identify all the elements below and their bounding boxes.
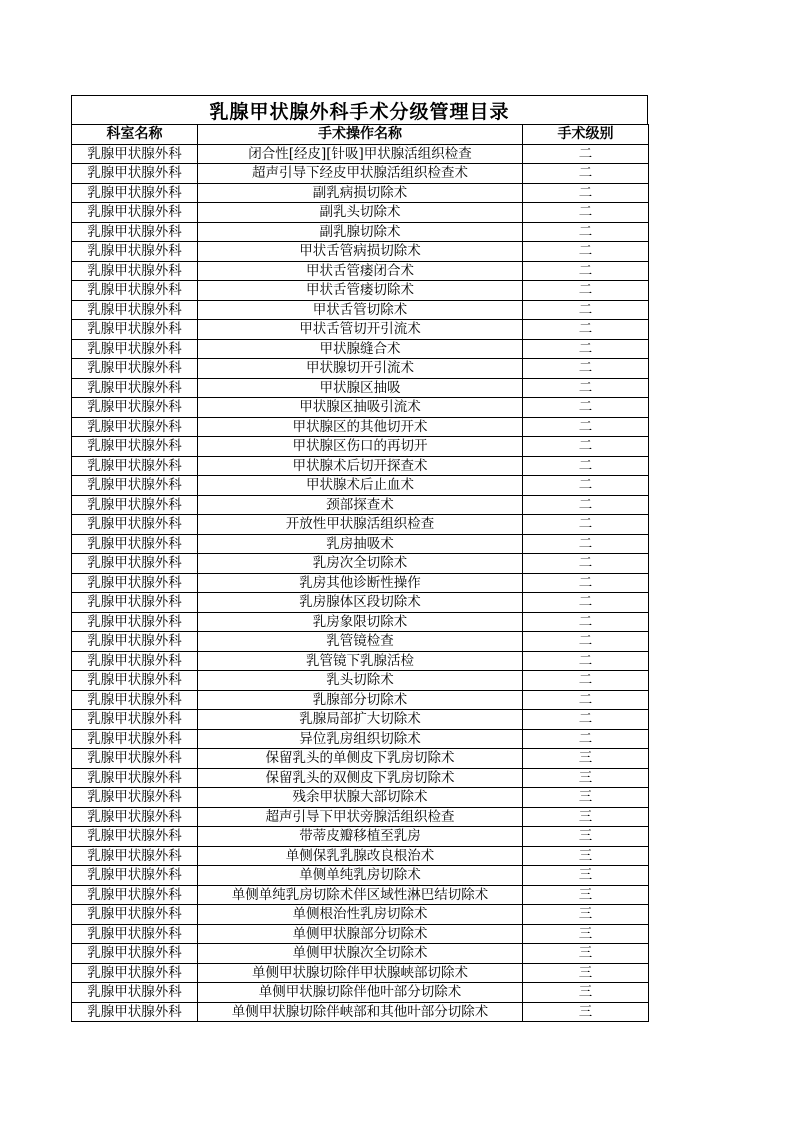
cell-dept[interactable]: 乳腺甲状腺外科	[72, 300, 198, 320]
table-row	[72, 944, 649, 964]
cell-level[interactable]: 三	[523, 963, 649, 983]
table-row	[72, 827, 649, 847]
cell-dept[interactable]: 乳腺甲状腺外科	[72, 866, 198, 886]
cell-level[interactable]: 二	[523, 456, 649, 476]
cell-name[interactable]: 单侧根治性乳房切除术	[198, 905, 523, 925]
cell-name[interactable]: 甲状腺区抽吸引流术	[198, 398, 523, 418]
cell-dept[interactable]: 乳腺甲状腺外科	[72, 261, 198, 281]
cell-level[interactable]: 二	[523, 651, 649, 671]
cell-name[interactable]: 颈部探查术	[198, 495, 523, 515]
cell-name[interactable]: 单侧甲状腺切除伴峡部和其他叶部分切除术	[198, 1002, 523, 1022]
cell-level[interactable]: 三	[523, 846, 649, 866]
cell-dept[interactable]: 乳腺甲状腺外科	[72, 534, 198, 554]
cell-dept[interactable]: 乳腺甲状腺外科	[72, 164, 198, 184]
cell-dept[interactable]: 乳腺甲状腺外科	[72, 573, 198, 593]
cell-level[interactable]: 二	[523, 281, 649, 301]
table-row	[72, 339, 649, 359]
cell-name[interactable]: 甲状腺区抽吸	[198, 378, 523, 398]
table-row	[72, 729, 649, 749]
cell-dept[interactable]: 乳腺甲状腺外科	[72, 320, 198, 340]
cell-dept[interactable]: 乳腺甲状腺外科	[72, 417, 198, 437]
header-row	[72, 125, 649, 145]
cell-name[interactable]: 带蒂皮瓣移植至乳房	[198, 827, 523, 847]
cell-name[interactable]: 单侧保乳乳腺改良根治术	[198, 846, 523, 866]
cell-level[interactable]: 二	[523, 222, 649, 242]
cell-name[interactable]: 副乳头切除术	[198, 203, 523, 223]
table-row	[72, 320, 649, 340]
table-row	[72, 417, 649, 437]
cell-name[interactable]: 甲状舌管瘘闭合术	[198, 261, 523, 281]
cell-level[interactable]: 二	[523, 554, 649, 574]
cell-dept[interactable]: 乳腺甲状腺外科	[72, 632, 198, 652]
cell-level[interactable]: 二	[523, 359, 649, 379]
cell-level[interactable]: 二	[523, 593, 649, 613]
cell-level[interactable]: 三	[523, 924, 649, 944]
cell-dept[interactable]: 乳腺甲状腺外科	[72, 651, 198, 671]
cell-level[interactable]: 二	[523, 203, 649, 223]
table-row	[72, 456, 649, 476]
cell-name[interactable]: 单侧单纯乳房切除术伴区域性淋巴结切除术	[198, 885, 523, 905]
cell-dept[interactable]: 乳腺甲状腺外科	[72, 456, 198, 476]
cell-level[interactable]: 二	[523, 261, 649, 281]
table-row	[72, 261, 649, 281]
table-row	[72, 807, 649, 827]
cell-level[interactable]: 二	[523, 300, 649, 320]
cell-dept[interactable]: 乳腺甲状腺外科	[72, 593, 198, 613]
cell-level[interactable]: 二	[523, 534, 649, 554]
cell-name[interactable]: 单侧甲状腺切除伴他叶部分切除术	[198, 983, 523, 1003]
cell-level[interactable]: 二	[523, 573, 649, 593]
cell-level[interactable]: 二	[523, 690, 649, 710]
cell-name[interactable]: 闭合性[经皮][针吸]甲状腺活组织检查	[198, 144, 523, 164]
cell-dept[interactable]: 乳腺甲状腺外科	[72, 183, 198, 203]
cell-level[interactable]: 二	[523, 339, 649, 359]
header-dept[interactable]: 科室名称	[72, 125, 198, 145]
table-row	[72, 359, 649, 379]
cell-dept[interactable]: 乳腺甲状腺外科	[72, 983, 198, 1003]
table-row	[72, 612, 649, 632]
cell-name[interactable]: 甲状腺术后止血术	[198, 476, 523, 496]
cell-dept[interactable]: 乳腺甲状腺外科	[72, 144, 198, 164]
cell-level[interactable]: 二	[523, 612, 649, 632]
cell-name[interactable]: 超声引导下经皮甲状腺活组织检查术	[198, 164, 523, 184]
table-row	[72, 164, 649, 184]
cell-level[interactable]: 三	[523, 749, 649, 769]
cell-name[interactable]: 乳腺部分切除术	[198, 690, 523, 710]
cell-level[interactable]: 三	[523, 944, 649, 964]
cell-level[interactable]: 三	[523, 827, 649, 847]
table-row	[72, 788, 649, 808]
cell-level[interactable]: 三	[523, 885, 649, 905]
cell-dept[interactable]: 乳腺甲状腺外科	[72, 807, 198, 827]
cell-name[interactable]: 乳房次全切除术	[198, 554, 523, 574]
table-row	[72, 398, 649, 418]
cell-dept[interactable]: 乳腺甲状腺外科	[72, 963, 198, 983]
table-row	[72, 924, 649, 944]
cell-level[interactable]: 三	[523, 1002, 649, 1022]
cell-name[interactable]: 乳房抽吸术	[198, 534, 523, 554]
cell-level[interactable]: 二	[523, 417, 649, 437]
cell-level[interactable]: 二	[523, 242, 649, 262]
cell-name[interactable]: 乳房其他诊断性操作	[198, 573, 523, 593]
cell-dept[interactable]: 乳腺甲状腺外科	[72, 437, 198, 457]
table-row	[72, 495, 649, 515]
cell-dept[interactable]: 乳腺甲状腺外科	[72, 222, 198, 242]
table-row	[72, 983, 649, 1003]
cell-name[interactable]: 甲状舌管病损切除术	[198, 242, 523, 262]
table-row	[72, 437, 649, 457]
cell-dept[interactable]: 乳腺甲状腺外科	[72, 905, 198, 925]
table-row	[72, 671, 649, 691]
cell-level[interactable]: 二	[523, 710, 649, 730]
table-row	[72, 885, 649, 905]
cell-dept[interactable]: 乳腺甲状腺外科	[72, 671, 198, 691]
table-row	[72, 690, 649, 710]
table-row	[72, 866, 649, 886]
cell-dept[interactable]: 乳腺甲状腺外科	[72, 242, 198, 262]
cell-dept[interactable]: 乳腺甲状腺外科	[72, 359, 198, 379]
table-row	[72, 300, 649, 320]
table-row	[72, 749, 649, 769]
cell-level[interactable]: 二	[523, 144, 649, 164]
cell-level[interactable]: 三	[523, 788, 649, 808]
cell-level[interactable]: 二	[523, 495, 649, 515]
cell-dept[interactable]: 乳腺甲状腺外科	[72, 788, 198, 808]
cell-name[interactable]: 乳管镜检查	[198, 632, 523, 652]
cell-level[interactable]: 二	[523, 437, 649, 457]
table-row	[72, 515, 649, 535]
cell-dept[interactable]: 乳腺甲状腺外科	[72, 203, 198, 223]
cell-name[interactable]: 甲状舌管切开引流术	[198, 320, 523, 340]
cell-name[interactable]: 单侧单纯乳房切除术	[198, 866, 523, 886]
table-row	[72, 222, 649, 242]
cell-level[interactable]: 三	[523, 807, 649, 827]
table-row	[72, 183, 649, 203]
cell-dept[interactable]: 乳腺甲状腺外科	[72, 846, 198, 866]
cell-dept[interactable]: 乳腺甲状腺外科	[72, 690, 198, 710]
cell-name[interactable]: 甲状腺区伤口的再切开	[198, 437, 523, 457]
cell-level[interactable]: 二	[523, 378, 649, 398]
cell-level[interactable]: 二	[523, 320, 649, 340]
cell-dept[interactable]: 乳腺甲状腺外科	[72, 398, 198, 418]
cell-dept[interactable]: 乳腺甲状腺外科	[72, 554, 198, 574]
cell-name[interactable]: 甲状腺术后切开探查术	[198, 456, 523, 476]
spreadsheet-sheet	[71, 95, 648, 1022]
cell-level[interactable]: 二	[523, 164, 649, 184]
cell-dept[interactable]: 乳腺甲状腺外科	[72, 729, 198, 749]
page-title: 乳腺甲状腺外科手术分级管理目录	[209, 100, 510, 123]
cell-name[interactable]: 甲状舌管切除术	[198, 300, 523, 320]
table-row	[72, 534, 649, 554]
cell-dept[interactable]: 乳腺甲状腺外科	[72, 944, 198, 964]
cell-level[interactable]: 三	[523, 983, 649, 1003]
cell-level[interactable]: 二	[523, 398, 649, 418]
cell-level[interactable]: 三	[523, 768, 649, 788]
table-row	[72, 905, 649, 925]
header-name[interactable]: 手术操作名称	[198, 125, 523, 145]
table-row	[72, 281, 649, 301]
cell-name[interactable]: 单侧甲状腺切除伴甲状腺峡部切除术	[198, 963, 523, 983]
cell-dept[interactable]: 乳腺甲状腺外科	[72, 924, 198, 944]
cell-dept[interactable]: 乳腺甲状腺外科	[72, 281, 198, 301]
cell-dept[interactable]: 乳腺甲状腺外科	[72, 749, 198, 769]
cell-level[interactable]: 二	[523, 183, 649, 203]
cell-dept[interactable]: 乳腺甲状腺外科	[72, 768, 198, 788]
cell-name[interactable]: 甲状舌管瘘切除术	[198, 281, 523, 301]
cell-level[interactable]: 二	[523, 632, 649, 652]
table-row	[72, 378, 649, 398]
cell-name[interactable]: 甲状腺区的其他切开术	[198, 417, 523, 437]
cell-name[interactable]: 保留乳头的单侧皮下乳房切除术	[198, 749, 523, 769]
cell-level[interactable]: 二	[523, 729, 649, 749]
cell-name[interactable]: 超声引导下甲状旁腺活组织检查	[198, 807, 523, 827]
table-row	[72, 710, 649, 730]
cell-name[interactable]: 残余甲状腺大部切除术	[198, 788, 523, 808]
table-body	[72, 144, 649, 1022]
cell-dept[interactable]: 乳腺甲状腺外科	[72, 515, 198, 535]
cell-name[interactable]: 单侧甲状腺次全切除术	[198, 944, 523, 964]
cell-dept[interactable]: 乳腺甲状腺外科	[72, 612, 198, 632]
cell-name[interactable]: 乳头切除术	[198, 671, 523, 691]
table-row	[72, 476, 649, 496]
cell-dept[interactable]: 乳腺甲状腺外科	[72, 827, 198, 847]
cell-name[interactable]: 开放性甲状腺活组织检查	[198, 515, 523, 535]
table-row	[72, 963, 649, 983]
cell-name[interactable]: 副乳腺切除术	[198, 222, 523, 242]
cell-name[interactable]: 乳房象限切除术	[198, 612, 523, 632]
cell-dept[interactable]: 乳腺甲状腺外科	[72, 710, 198, 730]
cell-name[interactable]: 单侧甲状腺部分切除术	[198, 924, 523, 944]
cell-name[interactable]: 异位乳房组织切除术	[198, 729, 523, 749]
table-row	[72, 593, 649, 613]
table-row	[72, 651, 649, 671]
cell-level[interactable]: 三	[523, 905, 649, 925]
cell-dept[interactable]: 乳腺甲状腺外科	[72, 495, 198, 515]
cell-name[interactable]: 乳房腺体区段切除术	[198, 593, 523, 613]
cell-level[interactable]: 二	[523, 476, 649, 496]
table-row	[72, 144, 649, 164]
table-row	[72, 846, 649, 866]
header-level[interactable]: 手术级别	[523, 125, 649, 145]
title-cell[interactable]	[71, 95, 648, 124]
table-row	[72, 554, 649, 574]
surgery-table	[71, 124, 649, 1022]
table-row	[72, 632, 649, 652]
cell-dept[interactable]: 乳腺甲状腺外科	[72, 1002, 198, 1022]
cell-level[interactable]: 三	[523, 866, 649, 886]
cell-name[interactable]: 副乳病损切除术	[198, 183, 523, 203]
table-row	[72, 573, 649, 593]
cell-name[interactable]: 乳管镜下乳腺活检	[198, 651, 523, 671]
cell-dept[interactable]: 乳腺甲状腺外科	[72, 378, 198, 398]
table-row	[72, 242, 649, 262]
cell-dept[interactable]: 乳腺甲状腺外科	[72, 476, 198, 496]
cell-name[interactable]: 保留乳头的双侧皮下乳房切除术	[198, 768, 523, 788]
cell-dept[interactable]: 乳腺甲状腺外科	[72, 339, 198, 359]
table-row	[72, 203, 649, 223]
table-row	[72, 1002, 649, 1022]
cell-dept[interactable]: 乳腺甲状腺外科	[72, 885, 198, 905]
cell-name[interactable]: 甲状腺切开引流术	[198, 359, 523, 379]
cell-name[interactable]: 乳腺局部扩大切除术	[198, 710, 523, 730]
cell-level[interactable]: 二	[523, 515, 649, 535]
cell-name[interactable]: 甲状腺缝合术	[198, 339, 523, 359]
cell-level[interactable]: 二	[523, 671, 649, 691]
table-row	[72, 768, 649, 788]
